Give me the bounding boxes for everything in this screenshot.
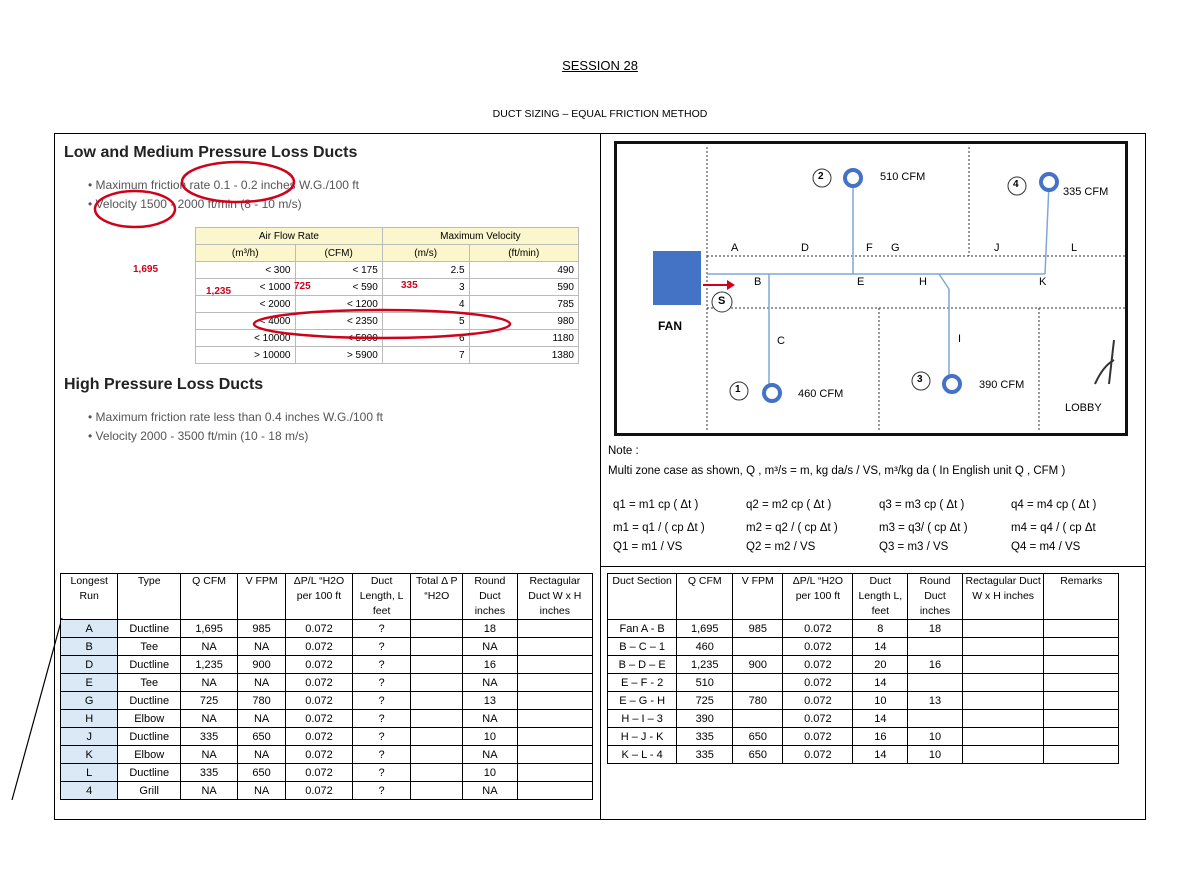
airflow-cell: > 10000 bbox=[196, 347, 296, 364]
column-header: V FPM bbox=[733, 574, 783, 620]
equation: q1 = m1 cp ( Δt ) bbox=[613, 499, 699, 511]
table-cell bbox=[1044, 620, 1119, 638]
airflow-cell: < 590 bbox=[295, 279, 382, 296]
table-cell bbox=[517, 728, 592, 746]
table-cell bbox=[517, 692, 592, 710]
label-j: J bbox=[994, 242, 1000, 254]
table-cell bbox=[962, 674, 1044, 692]
equation: q3 = m3 cp ( Δt ) bbox=[879, 499, 965, 511]
table-cell: ? bbox=[352, 782, 411, 800]
column-header: Duct Length L, feet bbox=[853, 574, 908, 620]
lobby-label: LOBBY bbox=[1065, 402, 1102, 414]
table-cell: 10 bbox=[463, 728, 518, 746]
airflow-cell: < 175 bbox=[295, 262, 382, 279]
duct-section-table bbox=[607, 573, 1119, 764]
col-m3h: (m³/h) bbox=[196, 245, 296, 262]
table-cell: NA bbox=[238, 782, 286, 800]
table-row bbox=[608, 620, 1119, 638]
equation: q4 = m4 cp ( Δt ) bbox=[1011, 499, 1097, 511]
table-cell: 13 bbox=[463, 692, 518, 710]
table-row bbox=[61, 638, 593, 656]
table-cell bbox=[411, 782, 463, 800]
table-cell bbox=[962, 620, 1044, 638]
table-cell: 650 bbox=[733, 746, 783, 764]
table-cell: NA bbox=[463, 782, 518, 800]
lowmed-bullet-1: • Maximum friction rate 0.1 - 0.2 inches W.G./100 ft bbox=[88, 178, 359, 192]
table-cell: H – I – 3 bbox=[608, 710, 677, 728]
column-header: Round Duct inches bbox=[908, 574, 963, 620]
page-subtitle: DUCT SIZING – EQUAL FRICTION METHOD bbox=[492, 108, 708, 120]
table-cell: NA bbox=[181, 710, 238, 728]
table-cell: ? bbox=[352, 746, 411, 764]
table-cell: Tee bbox=[118, 638, 181, 656]
table-cell: 0.072 bbox=[783, 728, 853, 746]
table-cell: Ductline bbox=[118, 692, 181, 710]
table-cell bbox=[1044, 674, 1119, 692]
table-cell: 900 bbox=[733, 656, 783, 674]
table-cell: A bbox=[61, 620, 118, 638]
table-cell bbox=[908, 638, 963, 656]
label-l: L bbox=[1071, 242, 1078, 254]
table-cell: 0.072 bbox=[783, 656, 853, 674]
table-cell: B – D – E bbox=[608, 656, 677, 674]
table-cell: 14 bbox=[853, 674, 908, 692]
outlet-3-number: 3 bbox=[917, 374, 923, 385]
table-cell bbox=[517, 620, 592, 638]
airflow-cell: 5 bbox=[382, 313, 469, 330]
table-cell bbox=[411, 620, 463, 638]
table-cell: 725 bbox=[181, 692, 238, 710]
table-cell bbox=[411, 638, 463, 656]
session-title: SESSION 28 bbox=[562, 58, 638, 73]
table-cell: 725 bbox=[677, 692, 733, 710]
airflow-cell: 2.5 bbox=[382, 262, 469, 279]
outlet-1-number: 1 bbox=[735, 384, 741, 395]
label-a: A bbox=[731, 242, 739, 254]
table-cell: ? bbox=[352, 728, 411, 746]
table-cell: Ductline bbox=[118, 620, 181, 638]
table-cell: NA bbox=[463, 674, 518, 692]
table-cell: NA bbox=[181, 782, 238, 800]
hp-bullet-1: • Maximum friction rate less than 0.4 inches W.G./100 ft bbox=[88, 410, 383, 424]
table-cell: 0.072 bbox=[286, 710, 353, 728]
table-cell: K – L - 4 bbox=[608, 746, 677, 764]
airflow-cell: < 2350 bbox=[295, 313, 382, 330]
outlet-1-cfm: 460 CFM bbox=[798, 388, 844, 400]
table-cell bbox=[962, 638, 1044, 656]
airflow-cell: 6 bbox=[382, 330, 469, 347]
table-cell: 20 bbox=[853, 656, 908, 674]
airflow-cell: < 2000 bbox=[196, 296, 296, 313]
note-line: Multi zone case as shown, Q , m³/s = m, kg da/s / VS, m³/kg da ( In English unit Q , CFM ) bbox=[608, 465, 1066, 477]
table-row bbox=[608, 692, 1119, 710]
table-cell bbox=[411, 674, 463, 692]
table-cell bbox=[517, 710, 592, 728]
table-cell: 13 bbox=[908, 692, 963, 710]
table-cell bbox=[962, 728, 1044, 746]
table-cell bbox=[1044, 746, 1119, 764]
table-cell: Ductline bbox=[118, 656, 181, 674]
table-cell: NA bbox=[238, 710, 286, 728]
column-header: Round Duct inches bbox=[463, 574, 518, 620]
column-header: Q CFM bbox=[677, 574, 733, 620]
equation: Q2 = m2 / VS bbox=[746, 541, 816, 553]
table-cell: 0.072 bbox=[286, 638, 353, 656]
table-cell: 0.072 bbox=[286, 656, 353, 674]
table-cell bbox=[1044, 710, 1119, 728]
table-cell: 335 bbox=[677, 746, 733, 764]
airflow-cell: 590 bbox=[469, 279, 578, 296]
label-b: B bbox=[754, 276, 762, 288]
table-cell: 14 bbox=[853, 746, 908, 764]
table-cell: 650 bbox=[238, 764, 286, 782]
table-row bbox=[608, 710, 1119, 728]
table-cell: NA bbox=[181, 746, 238, 764]
table-cell bbox=[411, 728, 463, 746]
table-row bbox=[61, 620, 593, 638]
table-row bbox=[608, 674, 1119, 692]
table-cell bbox=[411, 764, 463, 782]
equation: Q1 = m1 / VS bbox=[613, 541, 683, 553]
table-cell: 650 bbox=[733, 728, 783, 746]
table-cell: 0.072 bbox=[783, 638, 853, 656]
table-cell: J bbox=[61, 728, 118, 746]
table-cell: 4 bbox=[61, 782, 118, 800]
table-cell bbox=[962, 656, 1044, 674]
table-cell: H – J - K bbox=[608, 728, 677, 746]
label-c: C bbox=[777, 335, 785, 347]
outlet-4-number: 4 bbox=[1013, 179, 1019, 190]
airflow-cell: 7 bbox=[382, 347, 469, 364]
airflow-cell: 980 bbox=[469, 313, 578, 330]
table-cell: E bbox=[61, 674, 118, 692]
table-cell: 10 bbox=[853, 692, 908, 710]
table-cell: NA bbox=[463, 710, 518, 728]
table-cell: 0.072 bbox=[286, 674, 353, 692]
table-row bbox=[61, 746, 593, 764]
table-cell: 1,695 bbox=[677, 620, 733, 638]
table-cell bbox=[517, 638, 592, 656]
equation: m2 = q2 / ( cp Δt ) bbox=[746, 522, 838, 534]
table-cell bbox=[962, 746, 1044, 764]
airflow-cell: < 1200 bbox=[295, 296, 382, 313]
equation: Q3 = m3 / VS bbox=[879, 541, 949, 553]
table-cell: 8 bbox=[853, 620, 908, 638]
table-cell: ? bbox=[352, 692, 411, 710]
equation: Q4 = m4 / VS bbox=[1011, 541, 1081, 553]
s-label: S bbox=[718, 295, 726, 307]
table-cell: 16 bbox=[908, 656, 963, 674]
table-cell: 650 bbox=[238, 728, 286, 746]
velocity-header: Maximum Velocity bbox=[382, 228, 578, 245]
table-cell bbox=[411, 746, 463, 764]
airflow-cell: 3 bbox=[382, 279, 469, 296]
column-header: Longest Run bbox=[61, 574, 118, 620]
table-cell: NA bbox=[463, 638, 518, 656]
table-cell: 18 bbox=[908, 620, 963, 638]
table-cell: 1,235 bbox=[677, 656, 733, 674]
table-cell: 14 bbox=[853, 638, 908, 656]
table-cell bbox=[733, 710, 783, 728]
table-cell: L bbox=[61, 764, 118, 782]
equation: m4 = q4 / ( cp Δt bbox=[1011, 522, 1096, 534]
table-cell: 460 bbox=[677, 638, 733, 656]
airflow-cell: < 300 bbox=[196, 262, 296, 279]
col-ftmin: (ft/min) bbox=[469, 245, 578, 262]
hp-title: High Pressure Loss Ducts bbox=[64, 376, 264, 393]
annotation-1235: 1,235 bbox=[206, 286, 232, 297]
table-row bbox=[608, 638, 1119, 656]
table-cell: ? bbox=[352, 638, 411, 656]
table-cell: 900 bbox=[238, 656, 286, 674]
airflow-cell: 1180 bbox=[469, 330, 578, 347]
table-cell: B bbox=[61, 638, 118, 656]
annotation-1695: 1,695 bbox=[133, 264, 159, 275]
table-cell: Fan A - B bbox=[608, 620, 677, 638]
column-header: ΔP/L “H2O per 100 ft bbox=[286, 574, 353, 620]
table-cell: E – G - H bbox=[608, 692, 677, 710]
table-row bbox=[61, 692, 593, 710]
table-cell: 0.072 bbox=[783, 620, 853, 638]
table-row bbox=[61, 728, 593, 746]
table-row bbox=[61, 764, 593, 782]
table-cell bbox=[517, 746, 592, 764]
column-header: Remarks bbox=[1044, 574, 1119, 620]
outlet-2-cfm: 510 CFM bbox=[880, 171, 926, 183]
table-cell: NA bbox=[238, 638, 286, 656]
table-cell bbox=[517, 674, 592, 692]
longest-run-table bbox=[60, 573, 593, 800]
column-header: ΔP/L “H2O per 100 ft bbox=[783, 574, 853, 620]
table-cell: 18 bbox=[463, 620, 518, 638]
diagram-drawing bbox=[617, 144, 1125, 433]
equation: m3 = q3/ ( cp Δt ) bbox=[879, 522, 968, 534]
table-cell: ? bbox=[352, 674, 411, 692]
table-cell: G bbox=[61, 692, 118, 710]
table-cell bbox=[1044, 656, 1119, 674]
column-header: Rectagular Duct W x H inches bbox=[517, 574, 592, 620]
table-cell: 1,235 bbox=[181, 656, 238, 674]
table-cell bbox=[733, 674, 783, 692]
label-i: I bbox=[958, 333, 962, 345]
table-cell bbox=[517, 782, 592, 800]
column-header: Total Δ P “H2O bbox=[411, 574, 463, 620]
table-cell bbox=[517, 656, 592, 674]
table-cell bbox=[908, 674, 963, 692]
table-cell bbox=[1044, 692, 1119, 710]
table-cell: 0.072 bbox=[783, 710, 853, 728]
label-d: D bbox=[801, 242, 809, 254]
table-cell bbox=[1044, 638, 1119, 656]
table-cell: 985 bbox=[238, 620, 286, 638]
airflow-cell: > 5900 bbox=[295, 347, 382, 364]
table-cell: NA bbox=[238, 674, 286, 692]
table-cell: 0.072 bbox=[286, 764, 353, 782]
table-cell: Ductline bbox=[118, 764, 181, 782]
equation: q2 = m2 cp ( Δt ) bbox=[746, 499, 832, 511]
note-title: Note : bbox=[608, 445, 639, 457]
hp-bullet-2: • Velocity 2000 - 3500 ft/min (10 - 18 m/s) bbox=[88, 429, 309, 443]
table-cell: ? bbox=[352, 764, 411, 782]
table-cell: 1,695 bbox=[181, 620, 238, 638]
table-cell: 0.072 bbox=[286, 746, 353, 764]
table-cell: D bbox=[61, 656, 118, 674]
label-h: H bbox=[919, 276, 927, 288]
table-row bbox=[61, 782, 593, 800]
table-cell: ? bbox=[352, 620, 411, 638]
column-header: Q CFM bbox=[181, 574, 238, 620]
table-cell: 10 bbox=[463, 764, 518, 782]
column-header: Rectagular Duct W x H inches bbox=[962, 574, 1044, 620]
table-cell: 0.072 bbox=[783, 692, 853, 710]
table-cell: Ductline bbox=[118, 728, 181, 746]
column-header: Duct Section bbox=[608, 574, 677, 620]
table-cell: 335 bbox=[181, 728, 238, 746]
table-cell: 335 bbox=[181, 764, 238, 782]
table-row bbox=[608, 746, 1119, 764]
table-cell: 0.072 bbox=[783, 746, 853, 764]
table-row bbox=[608, 728, 1119, 746]
table-cell: 0.072 bbox=[286, 692, 353, 710]
table-cell: NA bbox=[463, 746, 518, 764]
table-cell bbox=[908, 710, 963, 728]
table-cell: 14 bbox=[853, 710, 908, 728]
table-cell bbox=[962, 710, 1044, 728]
column-header: Duct Length, L feet bbox=[352, 574, 411, 620]
airflow-cell: < 10000 bbox=[196, 330, 296, 347]
airflow-cell: 4 bbox=[382, 296, 469, 313]
table-cell bbox=[411, 656, 463, 674]
table-cell: 985 bbox=[733, 620, 783, 638]
table-row bbox=[61, 710, 593, 728]
annotation-335: 335 bbox=[401, 280, 418, 291]
lowmed-bullet-2: • Velocity 1500 - 2000 ft/min (8 - 10 m/s) bbox=[88, 197, 302, 211]
table-row bbox=[61, 674, 593, 692]
table-cell: K bbox=[61, 746, 118, 764]
annotation-725: 725 bbox=[294, 281, 311, 292]
table-cell: Grill bbox=[118, 782, 181, 800]
table-cell: NA bbox=[181, 674, 238, 692]
column-header: Type bbox=[118, 574, 181, 620]
duct-diagram bbox=[614, 141, 1128, 436]
col-ms: (m/s) bbox=[382, 245, 469, 262]
airflow-cell: < 1000 bbox=[196, 279, 296, 296]
airflow-cell: < 5900 bbox=[295, 330, 382, 347]
table-row bbox=[61, 656, 593, 674]
table-cell: E – F - 2 bbox=[608, 674, 677, 692]
airflow-cell: 490 bbox=[469, 262, 578, 279]
table-cell: 10 bbox=[908, 728, 963, 746]
table-cell: ? bbox=[352, 656, 411, 674]
airflow-cell: 1380 bbox=[469, 347, 578, 364]
table-cell: NA bbox=[238, 746, 286, 764]
table-cell bbox=[517, 764, 592, 782]
table-cell: Elbow bbox=[118, 746, 181, 764]
table-cell: H bbox=[61, 710, 118, 728]
table-cell: NA bbox=[181, 638, 238, 656]
column-header: V FPM bbox=[238, 574, 286, 620]
label-g: G bbox=[891, 242, 900, 254]
table-cell: ? bbox=[352, 710, 411, 728]
table-cell: 780 bbox=[238, 692, 286, 710]
equation: m1 = q1 / ( cp Δt ) bbox=[613, 522, 705, 534]
table-cell: 16 bbox=[853, 728, 908, 746]
table-cell: 10 bbox=[908, 746, 963, 764]
table-cell bbox=[411, 692, 463, 710]
table-cell: B – C – 1 bbox=[608, 638, 677, 656]
fan-label: FAN bbox=[658, 319, 682, 333]
label-k: K bbox=[1039, 276, 1047, 288]
table-cell bbox=[733, 638, 783, 656]
table-cell: 0.072 bbox=[783, 674, 853, 692]
table-cell bbox=[411, 710, 463, 728]
label-e: E bbox=[857, 276, 865, 288]
table-cell: 0.072 bbox=[286, 620, 353, 638]
table-cell: Elbow bbox=[118, 710, 181, 728]
table-cell: 0.072 bbox=[286, 782, 353, 800]
table-row bbox=[608, 656, 1119, 674]
table-cell: 390 bbox=[677, 710, 733, 728]
table-cell: 510 bbox=[677, 674, 733, 692]
airflow-cell: 785 bbox=[469, 296, 578, 313]
table-cell: 16 bbox=[463, 656, 518, 674]
outlet-4-cfm: 335 CFM bbox=[1063, 186, 1109, 198]
table-cell: 335 bbox=[677, 728, 733, 746]
outlet-2-number: 2 bbox=[818, 171, 824, 182]
table-cell: 0.072 bbox=[286, 728, 353, 746]
table-cell bbox=[962, 692, 1044, 710]
airflow-cell: < 4000 bbox=[196, 313, 296, 330]
table-cell: Tee bbox=[118, 674, 181, 692]
airflow-header: Air Flow Rate bbox=[196, 228, 383, 245]
table-cell bbox=[1044, 728, 1119, 746]
label-f: F bbox=[866, 242, 873, 254]
table-cell: 780 bbox=[733, 692, 783, 710]
lowmed-title: Low and Medium Pressure Loss Ducts bbox=[64, 144, 358, 161]
col-cfm: (CFM) bbox=[295, 245, 382, 262]
outlet-3-cfm: 390 CFM bbox=[979, 379, 1025, 391]
